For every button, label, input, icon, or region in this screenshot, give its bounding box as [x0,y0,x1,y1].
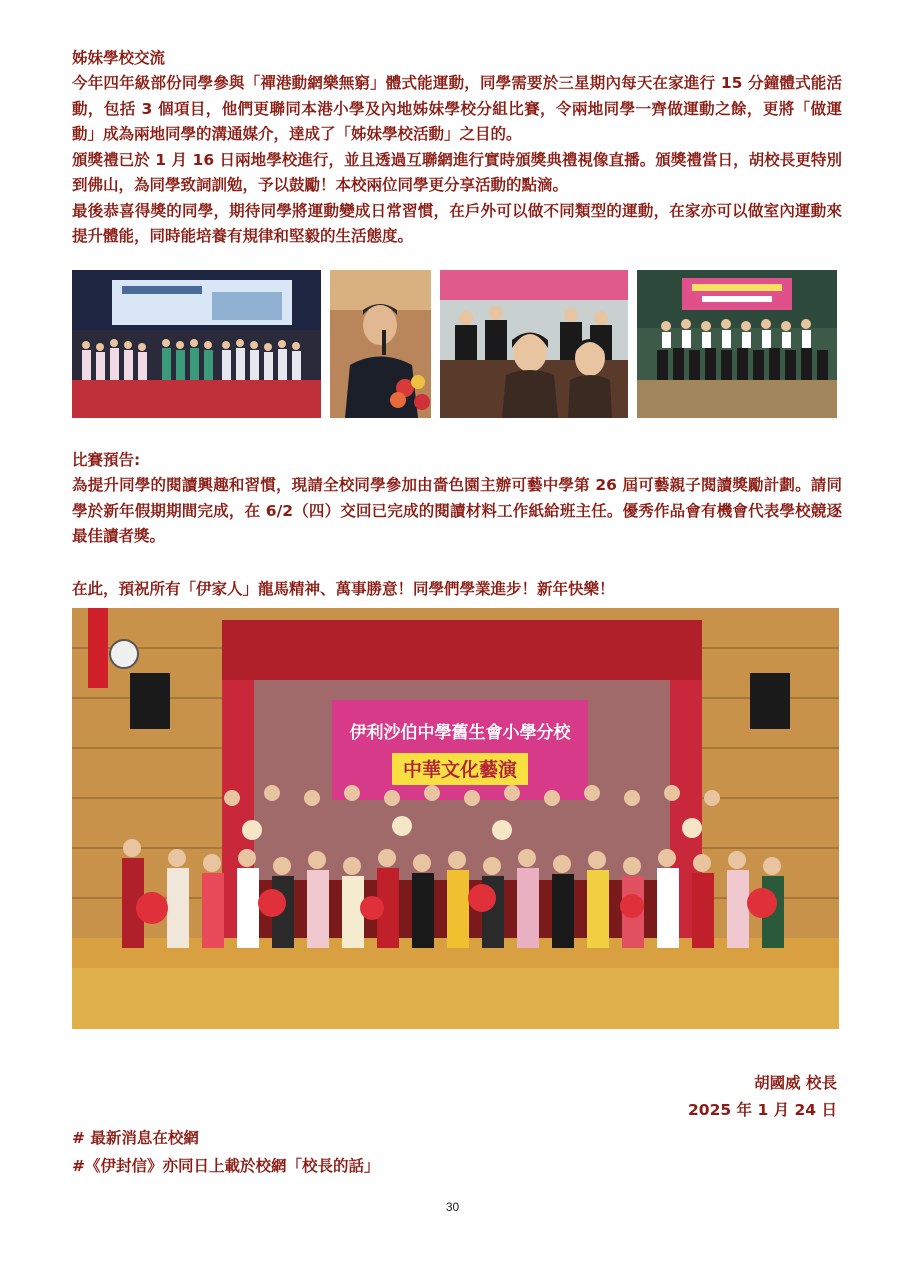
paragraph: 最後恭喜得獎的同學，期待同學將運動變成日常習慣，在戶外可以做不同類型的運動，在家亦可以做室內運動來提升體能，同時能培養有規律和堅毅的生活態度。 [72,201,842,245]
page-number: 30 [445,1200,460,1214]
section-competition-body [72,473,842,550]
photo-students-sharing [440,270,628,418]
paragraph: 今年四年級部份同學參與「禪港動網樂無窮」體式能運動，同學需要於三星期內每天在家進行 15 分鐘體式能活動，包括 3 個項目，他們更聯同本港小學及內地姊妹學校分組比賽，令兩地同學一齊做運動之餘，更將「做運動」成為兩地同學的溝通媒介，達成了「姊妹學校活動」之目的。 [72,74,842,143]
note-latest-news: # 最新消息在校網 [72,1129,199,1147]
section-heading-sister-school: 姊妹學校交流 [72,49,166,67]
photo-award-ceremony-stage [72,270,321,418]
section-sister-school-body [72,71,842,250]
photo-chinese-culture-performance-group [72,608,839,1029]
photo-sister-school-group [637,270,837,418]
banner-school-name: 伊利沙伯中學舊生會小學分校 [349,723,571,743]
signature-date: 2025 年 1 月 24 日 [688,1101,837,1119]
new-year-greeting: 在此，預祝所有「伊家人」龍馬精神、萬事勝意！同學們學業進步！新年快樂！ [72,580,615,598]
signature-name: 胡國威 校長 [754,1074,837,1092]
paragraph: 頒獎禮已於 1 月 16 日兩地學校進行，並且透過互聯網進行實時頒獎典禮視像直播。頒獎禮當日，胡校長更特別到佛山，為同學致詞訓勉，予以鼓勵！本校兩位同學更分享活動的點滴。 [72,150,842,194]
note-letter-upload: #《伊封信》亦同日上載於校網「校長的話」 [72,1157,380,1175]
photo-principal-speech [330,270,431,418]
banner-event-title: 中華文化藝演 [402,759,518,781]
paragraph: 為提升同學的閱讀興趣和習慣，現請全校同學參加由嗇色園主辦可藝中學第 26 屆可藝親子閱讀獎勵計劃。請同學於新年假期期間完成，在 6/2（四）交回已完成的閱讀材料工作紙給班主任。優秀作品會有機會代表學校競逐最佳讀者獎。 [72,476,842,545]
section-heading-competition-notice: 比賽預告: [72,451,141,469]
